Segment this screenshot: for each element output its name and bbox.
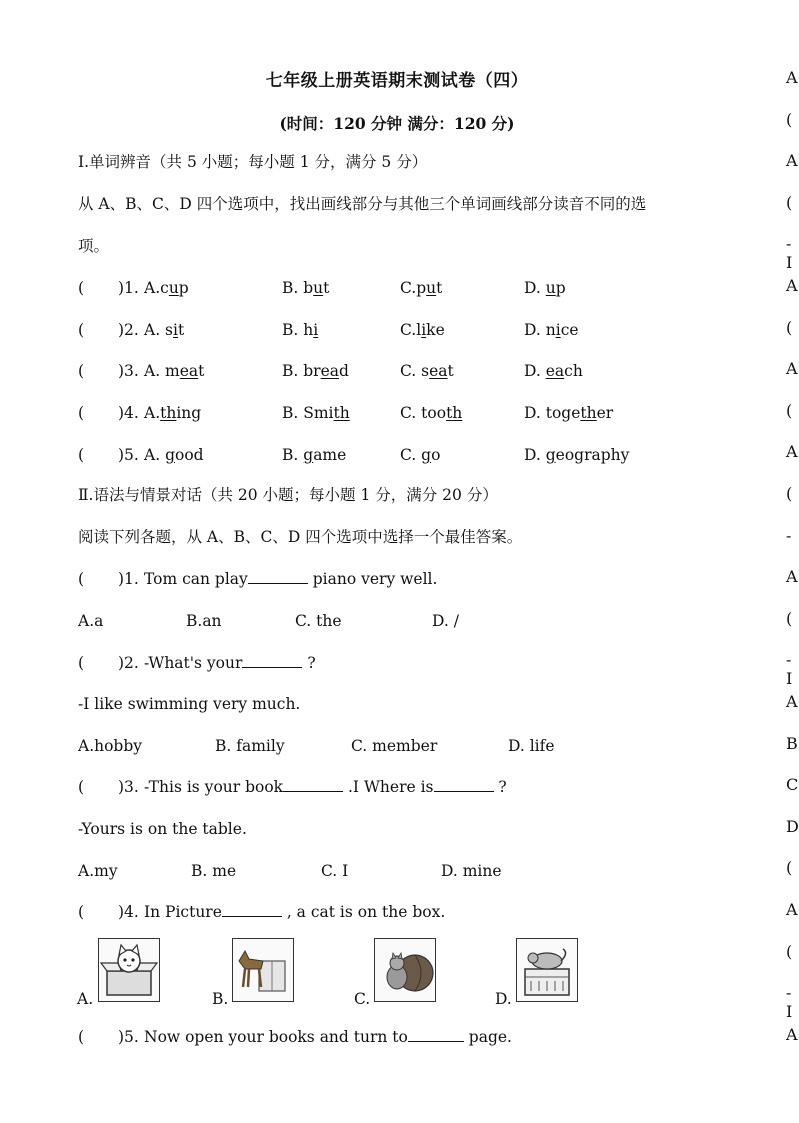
- option-b[interactable]: B. game: [282, 446, 347, 464]
- question-number: )3.: [118, 778, 139, 796]
- question-number: )5.: [118, 1028, 139, 1046]
- question-text: -This is your book .I Where is ?: [144, 778, 507, 796]
- option-a[interactable]: A.thing: [144, 404, 202, 422]
- option-c[interactable]: C. I: [321, 862, 349, 880]
- underlined-sound: ea: [429, 362, 448, 380]
- section2-heading: Ⅱ.语法与情景对话（共 20 小题；每小题 1 分，满分 20 分）: [78, 486, 498, 504]
- edge-char: A: [786, 442, 798, 462]
- section2-instruction: 阅读下列各题，从 A、B、C、D 四个选项中选择一个最佳答案。: [78, 528, 523, 546]
- answer-paren[interactable]: (: [78, 279, 85, 297]
- question-text: Tom can play piano very well.: [144, 570, 438, 588]
- option-a[interactable]: A.my: [78, 862, 118, 880]
- edge-char: (: [786, 858, 793, 878]
- answer-blank[interactable]: [408, 1027, 464, 1042]
- underlined-sound: i: [421, 321, 427, 339]
- option-d[interactable]: D. each: [524, 362, 583, 380]
- question-text: In Picture , a cat is on the box.: [144, 903, 446, 921]
- option-a[interactable]: A.: [77, 990, 94, 1008]
- option-c[interactable]: C.put: [400, 279, 443, 297]
- option-d[interactable]: D. together: [524, 404, 614, 422]
- edge-char: A: [786, 359, 798, 379]
- option-d[interactable]: D. /: [432, 612, 459, 630]
- section1-heading: I.单词辨音（共 5 小题；每小题 1 分，满分 5 分）: [78, 153, 428, 171]
- answer-paren[interactable]: (: [78, 362, 85, 380]
- underlined-sound: th: [580, 404, 597, 422]
- option-c[interactable]: C. tooth: [400, 404, 463, 422]
- answer-paren[interactable]: (: [78, 404, 85, 422]
- underlined-sound: u: [313, 279, 324, 297]
- answer-blank[interactable]: [222, 902, 282, 917]
- dialogue-reply: -Yours is on the table.: [78, 820, 247, 838]
- page-title: 七年级上册英语期末测试卷（四）: [265, 71, 529, 91]
- answer-blank[interactable]: [242, 653, 302, 668]
- option-d[interactable]: D.: [495, 990, 512, 1008]
- underlined-sound: g: [303, 446, 314, 464]
- option-b[interactable]: B. but: [282, 279, 330, 297]
- underlined-sound: g: [165, 446, 175, 464]
- edge-char: A: [786, 276, 798, 295]
- option-a[interactable]: A. meat: [144, 362, 205, 380]
- page-subtitle: (时间：120 分钟 满分：120 分): [279, 114, 515, 133]
- option-b[interactable]: B. family: [215, 737, 285, 755]
- option-c[interactable]: C.like: [400, 321, 445, 339]
- edge-char: (: [786, 192, 793, 212]
- question-number: )4.: [118, 404, 139, 422]
- dialogue-reply: -I like swimming very much.: [78, 695, 301, 713]
- answer-paren[interactable]: (: [78, 1028, 85, 1046]
- answer-blank[interactable]: [283, 777, 343, 792]
- underlined-sound: ea: [320, 362, 339, 380]
- edge-char: B: [786, 733, 798, 753]
- option-b[interactable]: B. bread: [282, 362, 349, 380]
- underlined-sound: ea: [545, 362, 565, 380]
- dog-beside-box-picture[interactable]: [232, 938, 294, 1002]
- question-number: )5.: [118, 446, 139, 464]
- option-b[interactable]: B. Smith: [282, 404, 350, 422]
- underlined-sound: i: [173, 321, 178, 339]
- edge-char: D: [786, 816, 799, 836]
- edge-char: (: [786, 941, 793, 961]
- option-a[interactable]: A. sit: [144, 321, 185, 339]
- answer-paren[interactable]: (: [78, 654, 85, 672]
- answer-blank[interactable]: [434, 777, 494, 792]
- question-text: -What's your ?: [144, 654, 316, 672]
- underlined-sound: u: [426, 279, 437, 297]
- question-number: )1.: [118, 570, 139, 588]
- edge-char: (: [786, 317, 793, 337]
- option-c[interactable]: C. member: [351, 737, 438, 755]
- answer-paren[interactable]: (: [78, 778, 85, 796]
- underlined-sound: th: [333, 404, 350, 422]
- option-d[interactable]: D. mine: [441, 862, 502, 880]
- underlined-sound: th: [160, 404, 177, 422]
- underlined-sound: g: [421, 446, 432, 464]
- option-a[interactable]: A.a: [78, 612, 104, 630]
- edge-char: (: [786, 400, 793, 420]
- underlined-sound: u: [545, 279, 556, 297]
- question-number: )4.: [118, 903, 139, 921]
- option-d[interactable]: D. geography: [524, 446, 630, 464]
- option-a[interactable]: A. good: [144, 446, 204, 464]
- answer-paren[interactable]: (: [78, 446, 85, 464]
- answer-paren[interactable]: (: [78, 321, 85, 339]
- option-b[interactable]: B.an: [186, 612, 222, 630]
- option-d[interactable]: D. life: [508, 737, 555, 755]
- edge-char: A: [786, 68, 798, 87]
- underlined-sound: i: [555, 321, 561, 339]
- edge-char: A: [786, 692, 798, 711]
- cat-in-box-picture[interactable]: [98, 938, 160, 1002]
- option-b[interactable]: B. me: [191, 862, 237, 880]
- answer-blank[interactable]: [248, 569, 308, 584]
- edge-char: (: [786, 608, 793, 628]
- underlined-sound: th: [446, 404, 463, 422]
- cat-behind-ball-picture[interactable]: [374, 938, 436, 1002]
- option-c[interactable]: C. seat: [400, 362, 454, 380]
- answer-paren[interactable]: (: [78, 570, 85, 588]
- question-number: )1.: [118, 279, 139, 297]
- question-number: )2.: [118, 654, 139, 672]
- edge-char: -I: [786, 650, 793, 689]
- underlined-sound: ea: [179, 362, 199, 380]
- underlined-sound: i: [313, 321, 319, 339]
- edge-char: A: [786, 567, 798, 587]
- edge-char: A: [786, 1024, 798, 1044]
- question-number: )2.: [118, 321, 139, 339]
- edge-char: (: [786, 484, 793, 503]
- option-b[interactable]: B.: [212, 990, 229, 1008]
- option-a[interactable]: A.cup: [144, 279, 189, 297]
- section1-instruction: 从 A、B、C、D 四个选项中，找出画线部分与其他三个单词画线部分读音不同的选: [78, 195, 647, 213]
- cat-on-box-picture[interactable]: [516, 938, 578, 1002]
- option-c[interactable]: C. the: [295, 612, 342, 630]
- edge-char: (: [786, 109, 793, 129]
- section1-instruction-cont: 项。: [78, 237, 110, 255]
- option-a[interactable]: A.hobby: [78, 737, 143, 755]
- underlined-sound: g: [545, 446, 556, 464]
- option-c[interactable]: C.: [354, 990, 371, 1008]
- edge-char: -: [786, 525, 792, 545]
- answer-paren[interactable]: (: [78, 903, 85, 921]
- option-c[interactable]: C. go: [400, 446, 441, 464]
- question-text: Now open your books and turn to page.: [144, 1028, 512, 1046]
- option-d[interactable]: D. nice: [524, 321, 579, 339]
- option-b[interactable]: B. hi: [282, 321, 319, 339]
- underlined-sound: u: [168, 279, 179, 297]
- edge-char: C: [786, 775, 799, 795]
- question-number: )3.: [118, 362, 139, 380]
- option-d[interactable]: D. up: [524, 279, 566, 297]
- edge-char: -I: [786, 234, 793, 273]
- edge-char: -I: [786, 983, 793, 1022]
- edge-char: A: [786, 151, 798, 171]
- edge-char: A: [786, 900, 798, 919]
